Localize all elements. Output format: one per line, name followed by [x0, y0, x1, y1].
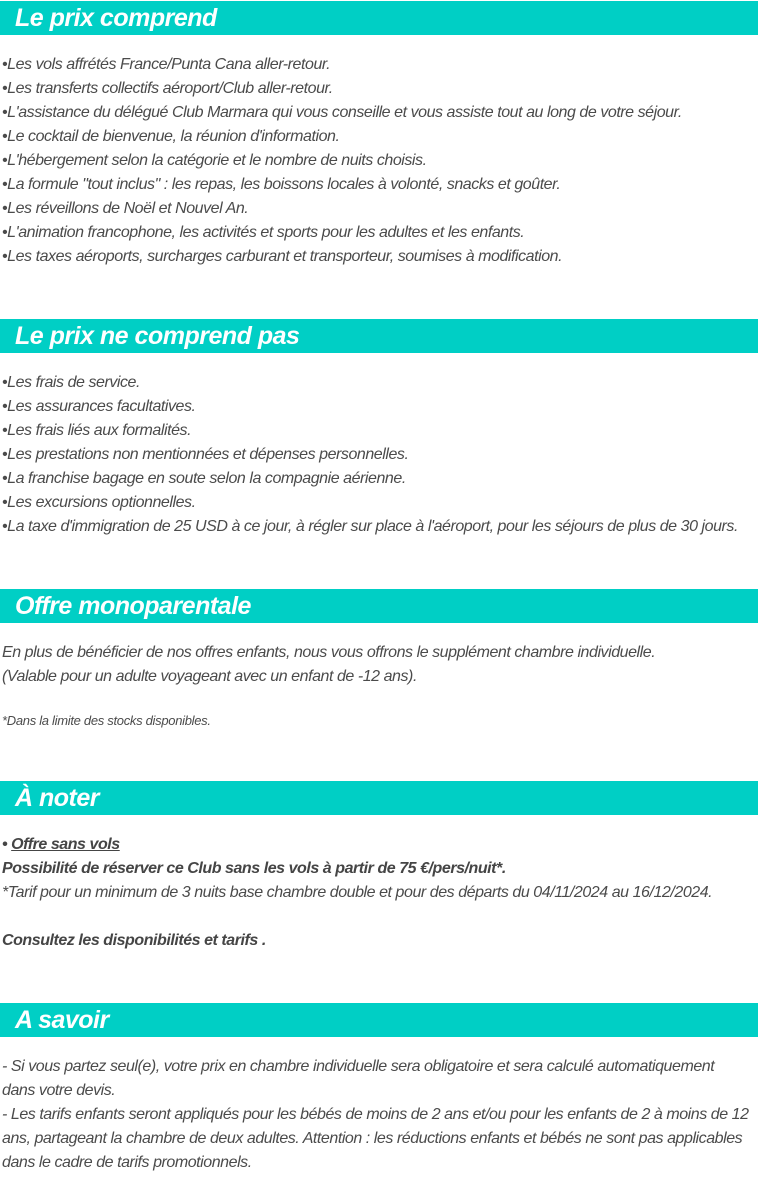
list-item: • Les prestations non mentionnées et dépenses personnelles. [2, 443, 750, 467]
offer-condition-line: (Valable pour un adulte voyageant avec un enfant de -12 ans). [2, 668, 417, 685]
price-includes-list [2, 53, 750, 269]
offer-description-line: En plus de bénéficier de nos offres enfants, nous vous offrons le supplément chambre individuelle. [2, 644, 656, 661]
single-parent-offer-content [2, 641, 750, 731]
list-item: • L'hébergement selon la catégorie et le nombre de nuits choisis. [2, 149, 750, 173]
list-item: • Les vols affrétés France/Punta Cana aller-retour. [2, 53, 750, 77]
good-to-know-content [2, 1055, 750, 1175]
children-tariff-note: - Les tarifs enfants seront appliqués pour les bébés de moins de 2 ans et/ou pour les enfants de 2 à moins de 12 ans, partageant la chambre de deux adultes. Attention : les réductions enfants et bébés ne sont pas applicables dans le cadre de tarifs promotionnels. [2, 1106, 749, 1171]
list-item: • L'animation francophone, les activités et sports pour les adultes et les enfants. [2, 221, 750, 245]
list-item: • Les assurances facultatives. [2, 395, 750, 419]
list-item: • Les excursions optionnelles. [2, 491, 750, 515]
section-price-excludes [0, 319, 758, 539]
offer-without-flights-heading [2, 833, 750, 857]
price-excludes-list [2, 371, 750, 539]
single-traveller-note: - Si vous partez seul(e), votre prix en chambre individuelle sera obligatoire et sera calculé automatiquement dans votre devis. [2, 1058, 715, 1099]
to-note-content [2, 833, 750, 953]
section-single-parent-offer [0, 589, 758, 731]
section-header-bar [0, 319, 758, 353]
booking-possibility-line: Possibilité de réserver ce Club sans les vols à partir de 75 €/pers/nuit*. [2, 860, 506, 877]
section-title-good-to-know: A savoir [15, 1006, 109, 1034]
offer-without-flights-label: Offre sans vols [11, 836, 120, 853]
section-header-bar [0, 1, 758, 35]
section-title-price-includes: Le prix comprend [15, 4, 217, 32]
section-header-bar [0, 781, 758, 815]
list-item: • Les réveillons de Noël et Nouvel An. [2, 197, 750, 221]
section-title-single-parent-offer: Offre monoparentale [15, 592, 251, 620]
list-item: • Les taxes aéroports, surcharges carburant et transporteur, soumises à modification. [2, 245, 750, 269]
list-item: • La taxe d'immigration de 25 USD à ce jour, à régler sur place à l'aéroport, pour les séjours de plus de 30 jours. [2, 515, 750, 539]
check-availability-text: Consultez les disponibilités et tarifs . [2, 932, 266, 949]
list-item: • Les transferts collectifs aéroport/Club aller-retour. [2, 77, 750, 101]
list-item: • Le cocktail de bienvenue, la réunion d'information. [2, 125, 750, 149]
section-to-note [0, 781, 758, 953]
list-item: • Les frais liés aux formalités. [2, 419, 750, 443]
section-price-includes [0, 1, 758, 269]
stock-footnote: *Dans la limite des stocks disponibles. [2, 713, 211, 728]
tarif-note-line: *Tarif pour un minimum de 3 nuits base chambre double et pour des départs du 04/11/2024 au 16/12/2024. [2, 884, 713, 901]
list-item: • L'assistance du délégué Club Marmara qui vous conseille et vous assiste tout au long de votre séjour. [2, 101, 750, 125]
section-title-to-note: À noter [15, 784, 99, 812]
section-good-to-know [0, 1003, 758, 1175]
section-title-price-excludes: Le prix ne comprend pas [15, 322, 300, 350]
list-item: • Les frais de service. [2, 371, 750, 395]
section-header-bar [0, 1003, 758, 1037]
bullet-glyph: • [2, 836, 12, 853]
section-header-bar [0, 589, 758, 623]
list-item: • La franchise bagage en soute selon la compagnie aérienne. [2, 467, 750, 491]
list-item: • La formule "tout inclus" : les repas, les boissons locales à volonté, snacks et goûter. [2, 173, 750, 197]
